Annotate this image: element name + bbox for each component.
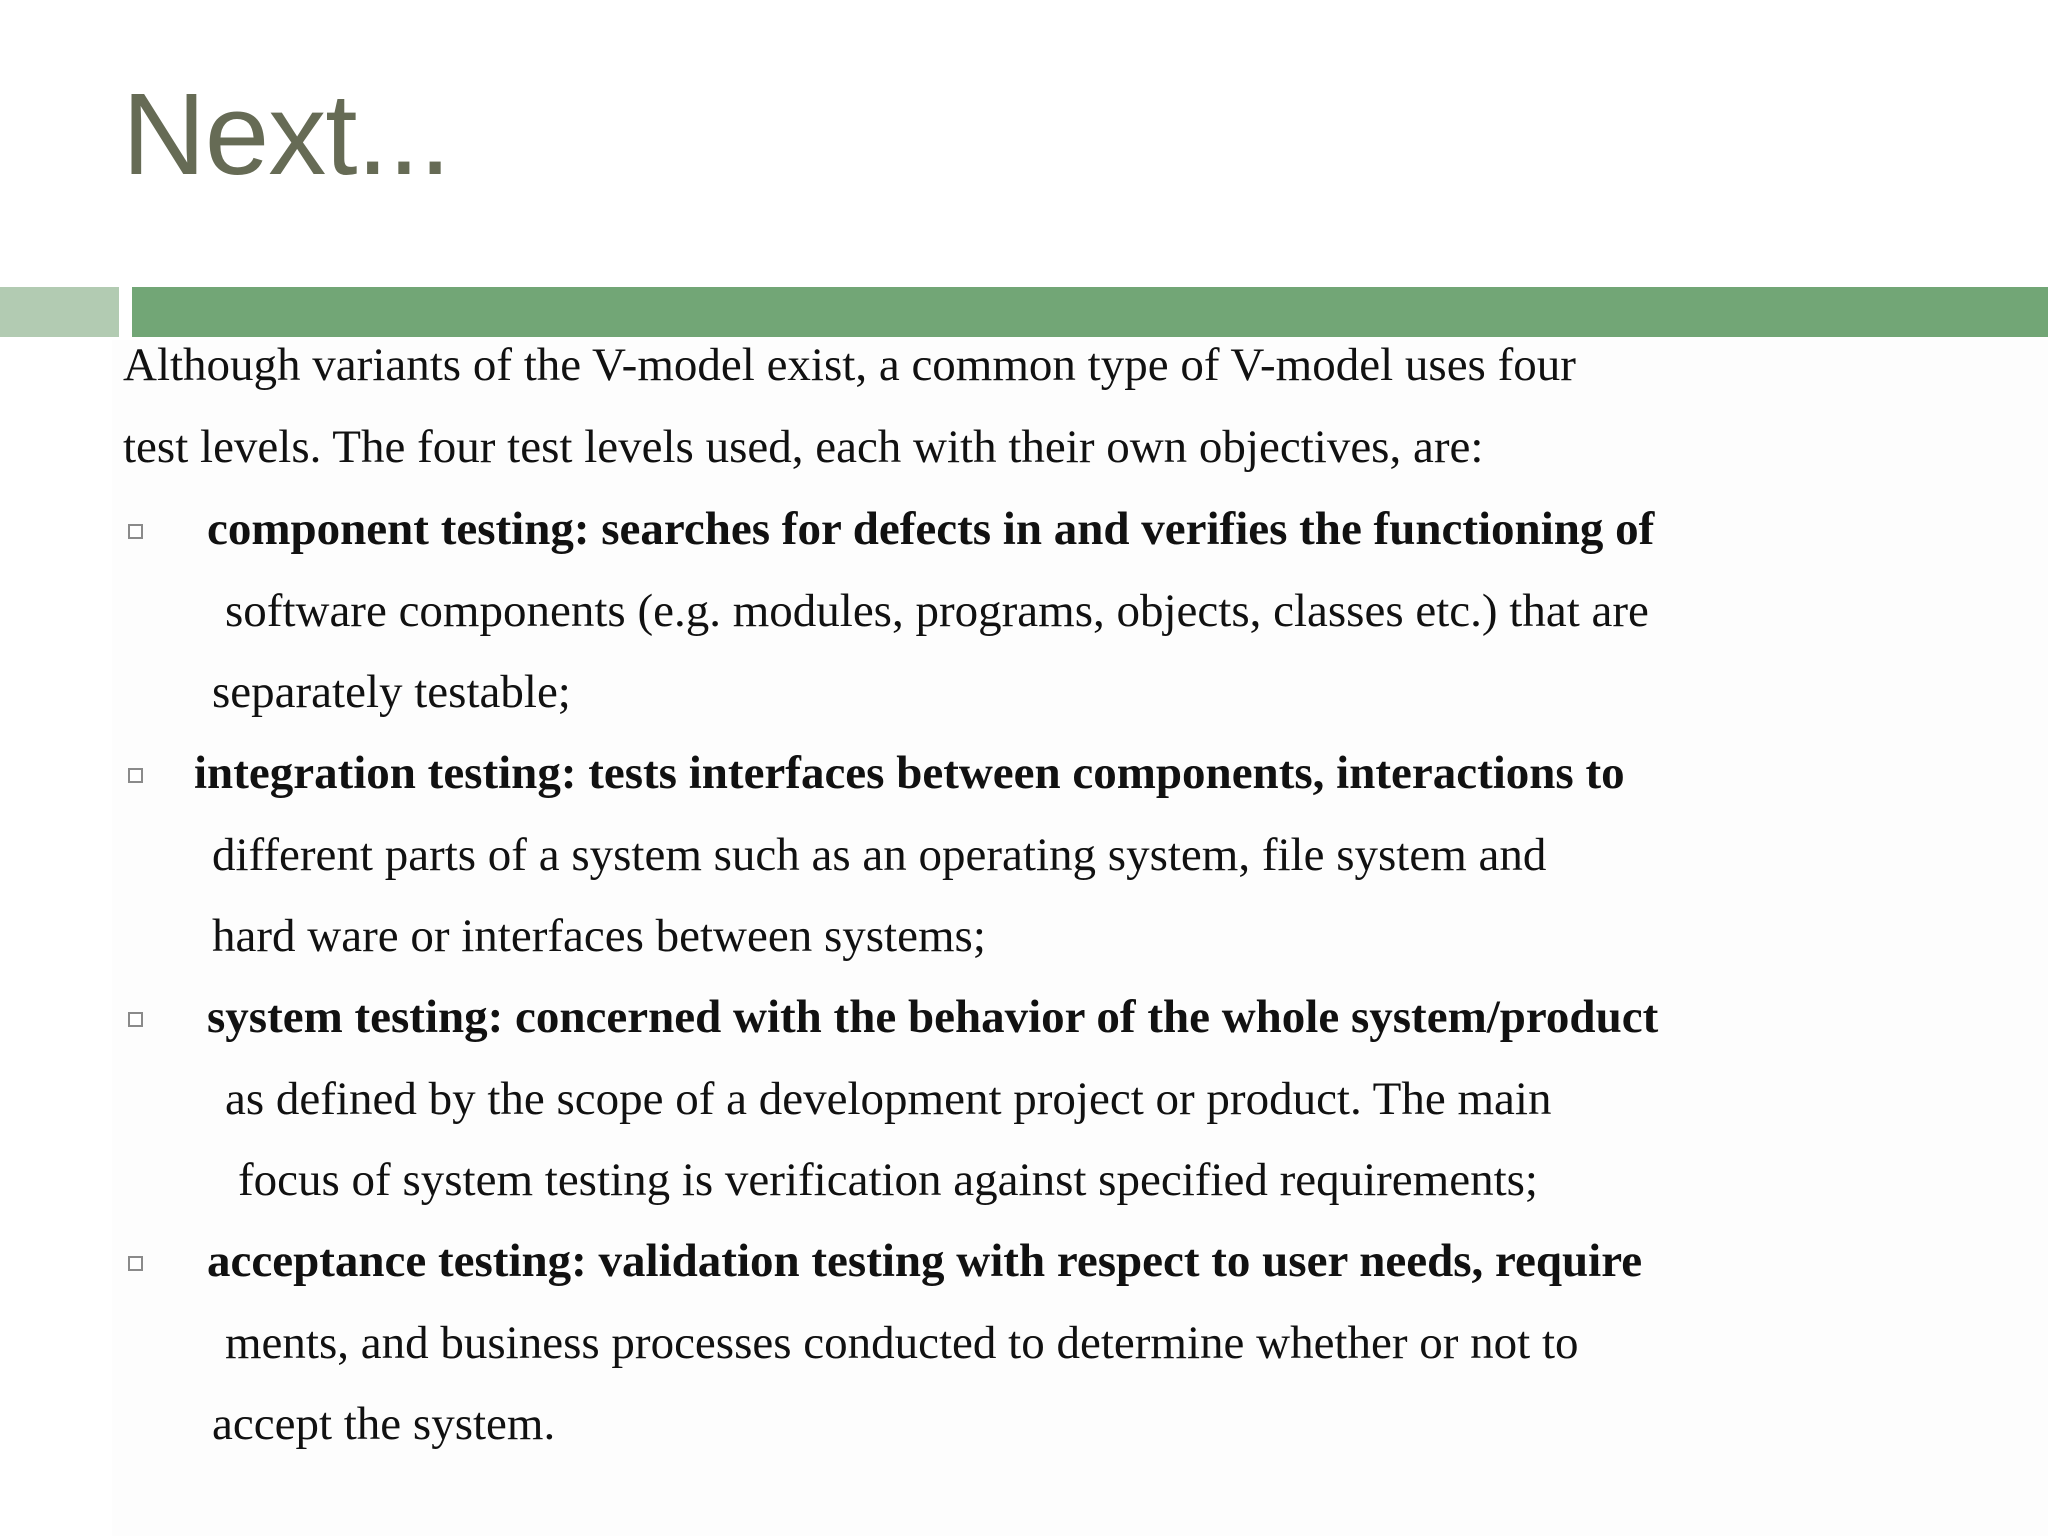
bullet-acceptance-testing-line: ments, and business processes conducted to determine whether or not to: [225, 1317, 1579, 1369]
accent-bar-left: [0, 287, 119, 337]
bullet-acceptance-testing-line: accept the system.: [212, 1398, 556, 1450]
bullet-integration-testing-line: hard ware or interfaces between systems;: [212, 910, 986, 962]
bullet-system-testing-line: as defined by the scope of a development project or product. The main: [225, 1073, 1552, 1125]
bullet-component-testing-line: software components (e.g. modules, programs, objects, classes etc.) that are: [225, 585, 1649, 637]
bullet-component-testing-line: separately testable;: [212, 666, 571, 718]
intro-line-1: Although variants of the V-model exist, a common type of V-model uses four: [123, 339, 1576, 391]
bullet-system-testing-line: focus of system testing is verification against specified requirements;: [238, 1154, 1538, 1206]
intro-line-2: test levels. The four test levels used, each with their own objectives, are:: [123, 421, 1484, 473]
bullet-integration-testing-lead: integration testing: tests interfaces between components, interactions to: [194, 747, 1625, 799]
hollow-square-bullet-icon: [128, 1012, 143, 1027]
bullet-component-testing-lead: component testing: searches for defects in and verifies the functioning of: [207, 503, 1655, 555]
bullet-acceptance-testing-lead: acceptance testing: validation testing with respect to user needs, require: [207, 1235, 1643, 1287]
bullet-integration-testing-line: different parts of a system such as an operating system, file system and: [212, 829, 1547, 881]
accent-bar: [132, 287, 2048, 337]
bullet-system-testing-lead: system testing: concerned with the behavior of the whole system/product: [207, 991, 1659, 1043]
slide-title: Next...: [122, 69, 451, 199]
hollow-square-bullet-icon: [128, 1256, 143, 1271]
hollow-square-bullet-icon: [128, 524, 143, 539]
hollow-square-bullet-icon: [128, 768, 143, 783]
